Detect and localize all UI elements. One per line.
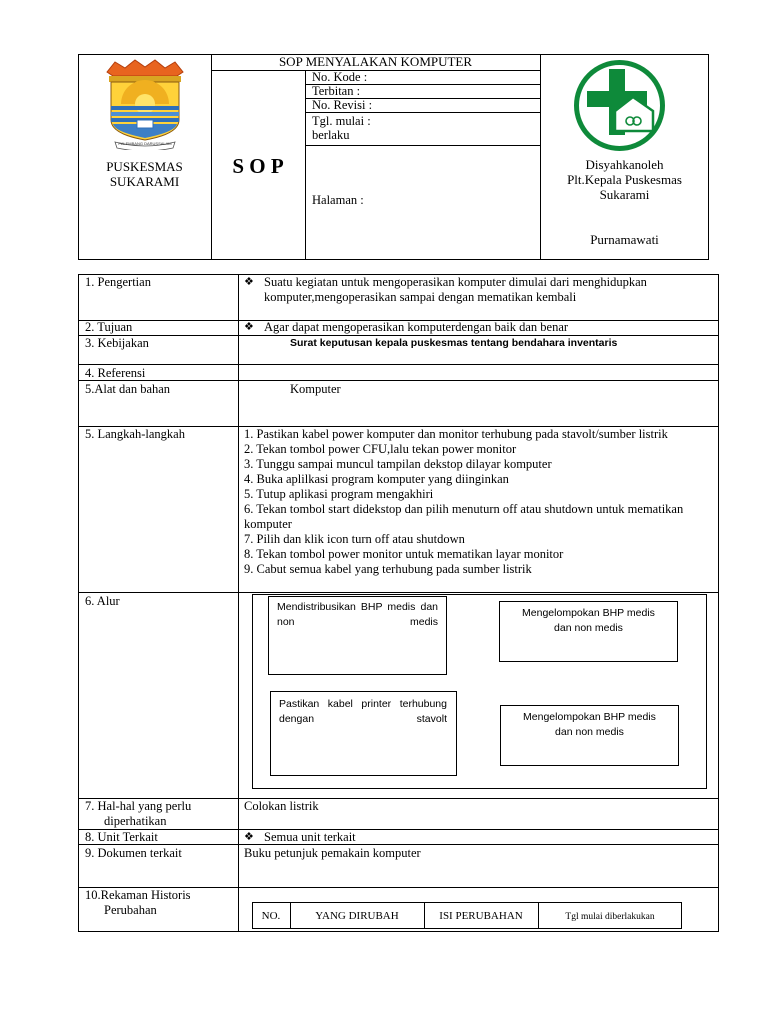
field-no-revisi: No. Revisi :	[312, 98, 373, 112]
list-item: 9. Cabut semua kabel yang terhubung pada sumber listrik	[244, 562, 532, 576]
alat-bahan-label: 5.Alat dan bahan	[85, 382, 171, 396]
org-name-line2: SUKARAMI	[109, 174, 180, 189]
alur-box-4-text: Mengelompokan BHP medis dan non medis	[523, 711, 656, 738]
approval-line2: Plt.Kepala Puskesmas	[567, 172, 682, 187]
unit-terkait-label: 8. Unit Terkait	[85, 830, 158, 844]
bullet-icon: ❖	[244, 321, 254, 333]
kebijakan-label: 3. Kebijakan	[85, 336, 149, 350]
sop-label: S O P	[232, 154, 284, 178]
dokumen-terkait-label: 9. Dokumen terkait	[85, 846, 182, 860]
hal-perlu-label: 7. Hal-hal yang perlu	[85, 799, 192, 813]
tujuan-text: Agar dapat mengoperasikan komputerdengan baik dan benar	[264, 320, 569, 334]
list-item: 7. Pilih dan klik icon turn off atau shutdown	[244, 532, 465, 546]
rekaman-col-no: NO.	[261, 910, 281, 922]
health-cross-logo	[573, 55, 666, 156]
bullet-icon: ❖	[244, 276, 254, 288]
dokumen-terkait-text: Buku petunjuk pemakain komputer	[244, 846, 421, 860]
alur-box-3-text: Pastikan kabel printer terhubung dengan stavolt	[279, 698, 447, 725]
rekaman-col-isi-perubahan: ISI PERUBAHAN	[439, 910, 523, 922]
logo-motto: PALEMBANG DARUSSALAM	[118, 141, 172, 146]
alur-box-2-text: Mengelompokan BHP medis dan non medis	[522, 607, 655, 634]
doc-title: SOP MENYALAKAN KOMPUTER	[278, 54, 473, 69]
rekaman-col-tgl: Tgl mulai diberlakukan	[565, 912, 655, 922]
list-item: 2. Tekan tombol power CFU,lalu tekan power monitor	[244, 442, 517, 456]
puskesmas-logo	[97, 58, 193, 150]
kebijakan-text: Surat keputusan kepala puskesmas tentang bendahara inventaris	[290, 337, 618, 349]
referensi-label: 4. Referensi	[85, 366, 146, 380]
list-item: 3. Tunggu sampai muncul tampilan dekstop dilayar komputer	[244, 457, 552, 471]
hal-perlu-label-2: diperhatikan	[104, 814, 167, 828]
field-tgl-mulai: Tgl. mulai :	[312, 114, 371, 128]
field-no-kode: No. Kode :	[312, 70, 368, 84]
tujuan-label: 2. Tujuan	[85, 320, 133, 334]
approval-line3: Sukarami	[599, 187, 650, 202]
list-item: 1. Pastikan kabel power komputer dan monitor terhubung pada stavolt/sumber listrik	[244, 427, 668, 441]
list-item: 5. Tutup aplikasi program mengakhiri	[244, 487, 434, 501]
rekaman-label: 10.Rekaman Historis	[85, 888, 191, 902]
field-terbitan: Terbitan :	[312, 84, 361, 98]
bullet-icon: ❖	[244, 831, 254, 843]
list-item: 8. Tekan tombol power monitor untuk mematikan layar monitor	[244, 547, 564, 561]
langkah-steps	[244, 427, 714, 577]
alur-label: 6. Alur	[85, 594, 120, 608]
alur-box-1-text: Mendistribusikan BHP medis dan non medis	[277, 601, 438, 628]
pengertian-text: Suatu kegiatan untuk mengoperasikan komputer dimulai dari menghidupkan komputer,mengoperasikan sampai dengan mematikan kembali	[264, 275, 647, 304]
pengertian-label: 1. Pengertian	[85, 275, 151, 289]
list-item: 6. Tekan tombol start didekstop dan pilih menuturn off atau shutdown untuk mematikan komputer	[244, 502, 684, 531]
alat-bahan-text: Komputer	[290, 382, 341, 396]
hal-perlu-text: Colokan listrik	[244, 799, 319, 813]
list-item: 4. Buka aplilkasi program komputer yang diinginkan	[244, 472, 509, 486]
org-name-line1: PUSKESMAS	[106, 159, 183, 174]
langkah-label: 5. Langkah-langkah	[85, 427, 185, 441]
rekaman-label-2: Perubahan	[104, 903, 157, 917]
field-halaman: Halaman :	[312, 193, 364, 207]
unit-terkait-text: Semua unit terkait	[264, 830, 356, 844]
approval-line1: Disyahkanoleh	[585, 157, 664, 172]
approval-name: Purnamawati	[590, 232, 659, 247]
field-tgl-berlaku: berlaku	[312, 128, 350, 142]
rekaman-col-yang-dirubah: YANG DIRUBAH	[315, 910, 399, 922]
